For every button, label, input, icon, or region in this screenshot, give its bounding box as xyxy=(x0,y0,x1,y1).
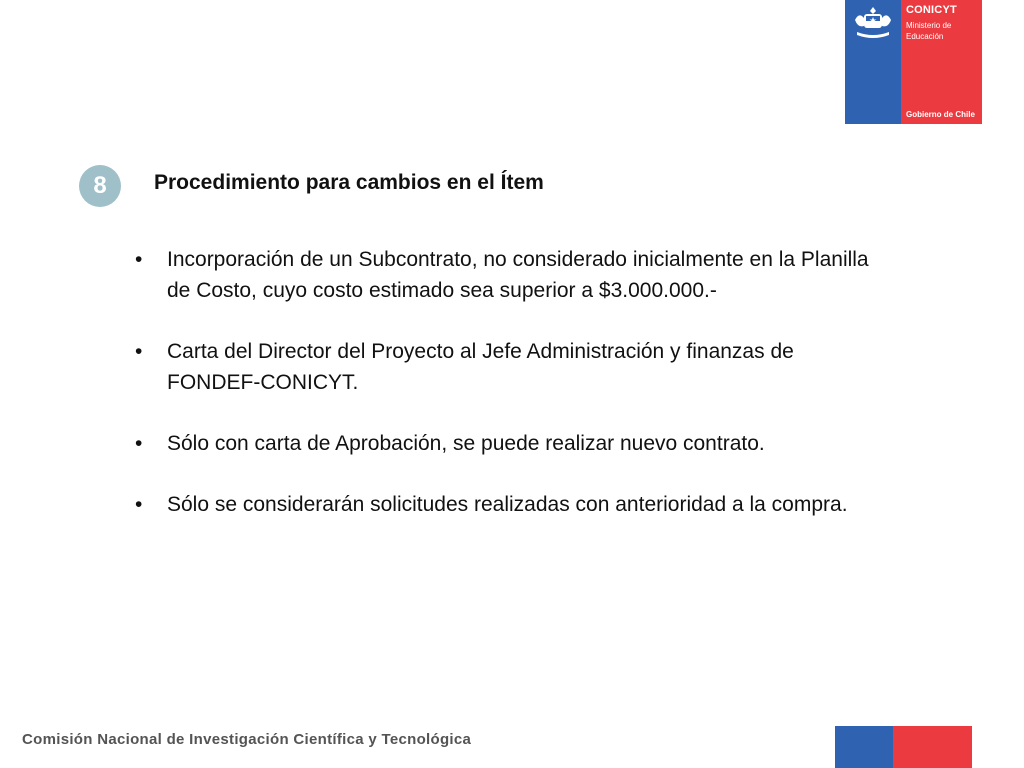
bullet-list xyxy=(135,244,880,550)
bullet-icon: • xyxy=(135,493,143,516)
step-number-badge: 8 xyxy=(79,165,121,207)
bullet-item xyxy=(135,336,880,398)
footer-flag-blue xyxy=(835,726,893,768)
logo-name: CONICYT xyxy=(906,4,957,16)
bullet-icon: • xyxy=(135,432,143,455)
footer-flag-red xyxy=(893,726,972,768)
logo-blue-panel xyxy=(845,0,901,124)
bullet-text: Incorporación de un Subcontrato, no considerado inicialmente en la Planilla de Costo, cuyo costo estimado sea superior a $3.000.000.- xyxy=(167,248,869,302)
footer-organization-name: Comisión Nacional de Investigación Científica y Tecnológica xyxy=(22,731,472,748)
bullet-item xyxy=(135,428,880,459)
bullet-text: Sólo se considerarán solicitudes realizadas con anterioridad a la compra. xyxy=(167,493,848,516)
bullet-item xyxy=(135,489,880,520)
logo-government: Gobierno de Chile xyxy=(906,110,975,119)
logo-ministry: Ministerio de Educación xyxy=(906,21,952,41)
bullet-item xyxy=(135,244,880,306)
conicyt-logo xyxy=(845,0,982,124)
footer-flag-bar xyxy=(835,726,972,768)
slide-heading: Procedimiento para cambios en el Ítem xyxy=(154,171,544,194)
bullet-text: Sólo con carta de Aprobación, se puede realizar nuevo contrato. xyxy=(167,432,765,455)
logo-red-panel xyxy=(901,0,982,124)
bullet-text: Carta del Director del Proyecto al Jefe Administración y finanzas de FONDEF-CONICYT. xyxy=(167,340,794,394)
chile-coat-of-arms-icon xyxy=(851,4,895,40)
bullet-icon: • xyxy=(135,340,143,363)
bullet-icon: • xyxy=(135,248,143,271)
